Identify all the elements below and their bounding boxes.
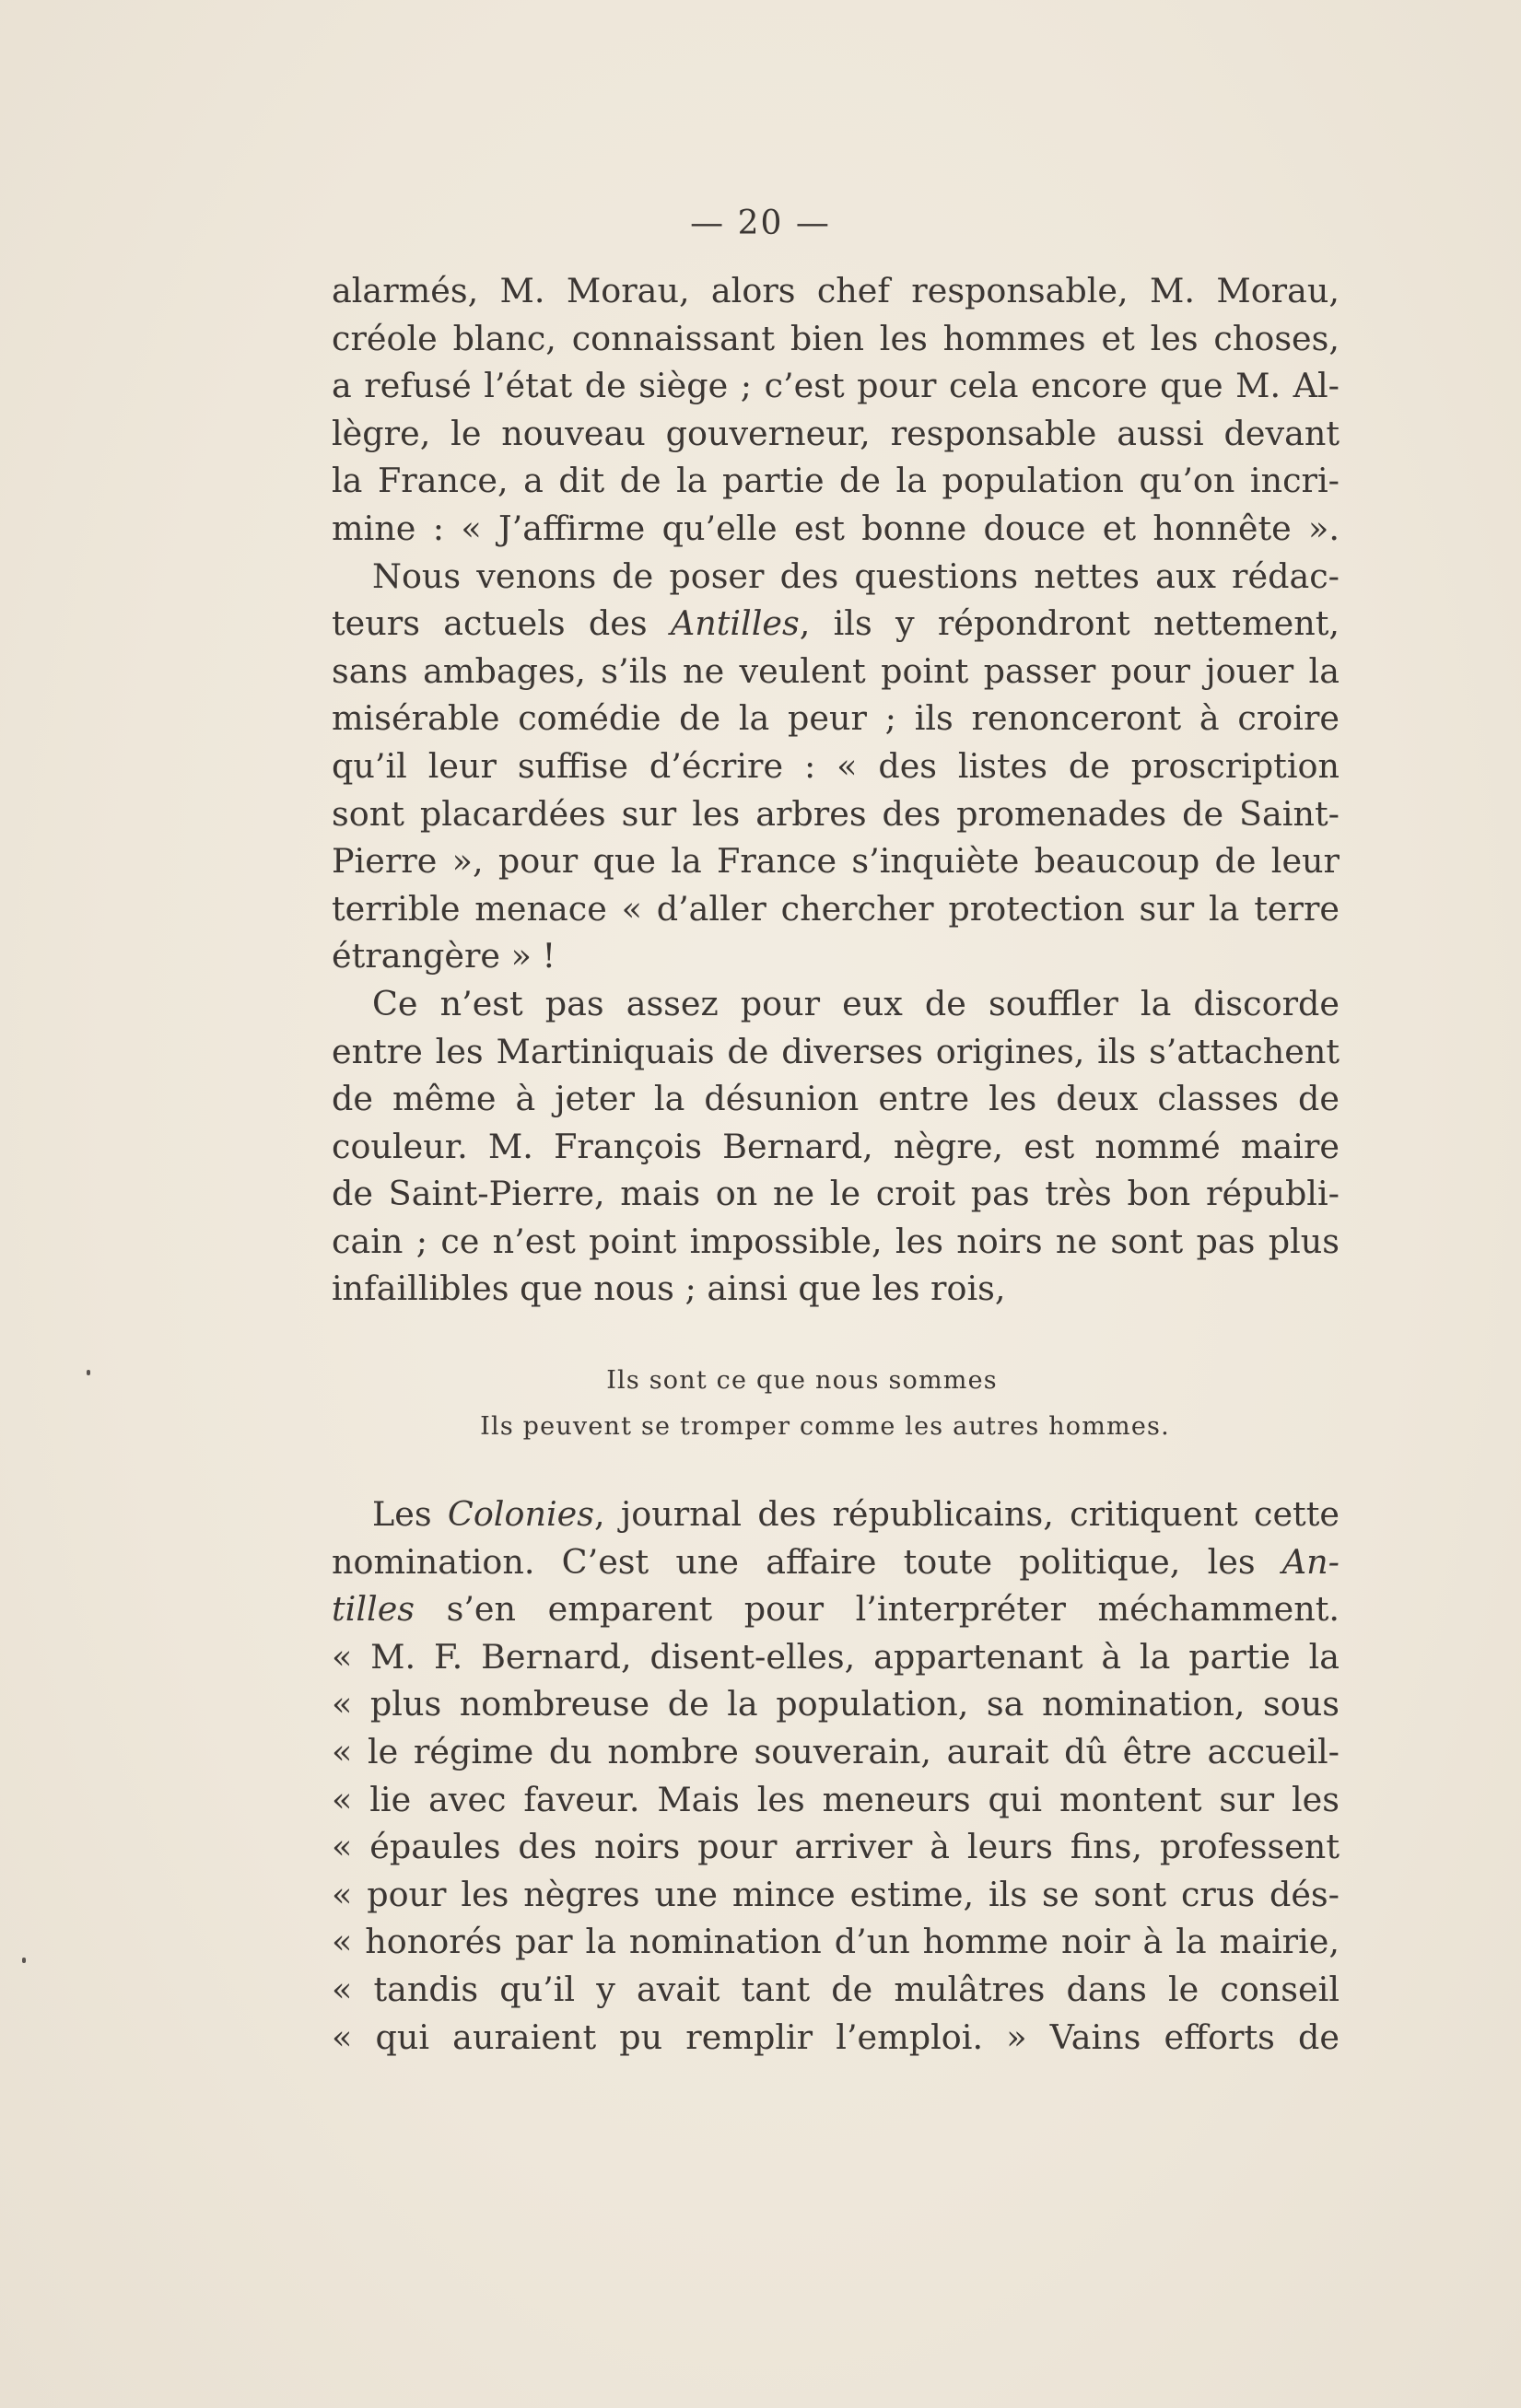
quoted-line: « épaules des noirs pour arriver à leurs fins, professent — [332, 1827, 1340, 1867]
body-text-bottom — [332, 1490, 1340, 2061]
italic-title-antilles: tilles — [332, 1589, 415, 1630]
text-line: mine : « J’affirme qu’elle est bonne douce et honnête ». — [332, 508, 1340, 548]
text-line: Pierre », pour que la France s’inquiète beaucoup de leur — [332, 841, 1340, 882]
text-fragment: s’en emparent pour l’interpréter méchamment. — [415, 1589, 1340, 1630]
italic-title-antilles: An- — [1281, 1541, 1340, 1582]
text-line-with-italic — [332, 1538, 1340, 1586]
verse-quotation — [0, 1358, 1521, 1450]
text-line: de même à jeter la désunion entre les deux classes de — [332, 1079, 1340, 1119]
paragraph-start-line: Nous venons de poser des questions nettes aux rédac- — [372, 555, 1340, 596]
text-line-with-italic — [332, 1490, 1340, 1538]
text-fragment: , ils y répondront nettement, — [799, 603, 1340, 644]
italic-title-antilles: Antilles — [670, 603, 800, 644]
text-line-with-italic — [332, 600, 1340, 648]
text-line: sont placardées sur les arbres des promenades de Saint- — [332, 793, 1340, 834]
quoted-line: « M. F. Bernard, disent-elles, appartenant à la partie la — [332, 1636, 1340, 1677]
verse-line: Ils sont ce que nous sommes — [606, 1366, 998, 1395]
paper-speck — [87, 1370, 90, 1375]
text-line: qu’il leur suffise d’écrire : « des listes de proscription — [332, 745, 1340, 786]
paragraph-start-line: Ce n’est pas assez pour eux de souffler la discorde — [372, 983, 1340, 1023]
text-line: terrible menace « d’aller chercher protection sur la terre — [332, 888, 1340, 929]
text-line: cain ; ce n’est point impossible, les noirs ne sont pas plus — [332, 1221, 1340, 1261]
text-line: créole blanc, connaissant bien les hommes et les choses, — [332, 318, 1340, 358]
text-line: de Saint-Pierre, mais on ne le croit pas très bon républi- — [332, 1174, 1340, 1214]
text-fragment: nomination. C’est une affaire toute politique, les — [332, 1541, 1282, 1582]
text-line: la France, a dit de la partie de la population qu’on incri- — [332, 461, 1340, 501]
verse-line: Ils peuvent se tromper comme les autres hommes. — [480, 1412, 1170, 1441]
paper-speck — [22, 1958, 26, 1963]
quoted-line: « tandis qu’il y avait tant de mulâtres dans le conseil — [332, 1969, 1340, 2009]
quoted-line: « honorés par la nomination d’un homme noir à la mairie, — [332, 1922, 1340, 1962]
quoted-line: « lie avec faveur. Mais les meneurs qui montent sur les — [332, 1779, 1340, 1819]
page-number: — 20 — — [690, 205, 831, 242]
text-line: sans ambages, s’ils ne veulent point passer pour jouer la — [332, 650, 1340, 691]
quoted-line: « qui auraient pu remplir l’emploi. » Vains efforts de — [332, 2016, 1340, 2057]
text-fragment: Les — [372, 1494, 448, 1534]
text-line: couleur. M. François Bernard, nègre, est nommé maire — [332, 1126, 1340, 1166]
text-fragment: , journal des républicains, critiquent cette — [593, 1494, 1340, 1534]
text-line: a refusé l’état de siège ; c’est pour cela encore que M. Al- — [332, 366, 1340, 406]
text-line: lègre, le nouveau gouverneur, responsable aussi devant — [332, 413, 1340, 453]
text-line: infaillibles que nous ; ainsi que les rois, — [332, 1268, 1006, 1309]
quoted-line: « le régime du nombre souverain, aurait dû être accueil- — [332, 1731, 1340, 1771]
text-line: étrangère » ! — [332, 936, 556, 976]
text-line-with-italic — [332, 1585, 1340, 1633]
text-line: alarmés, M. Morau, alors chef responsable, M. Morau, — [332, 271, 1340, 310]
text-line: entre les Martiniquais de diverses origines, ils s’attachent — [332, 1031, 1340, 1071]
italic-title-colonies: Colonies — [447, 1494, 594, 1534]
quoted-line: « plus nombreuse de la population, sa nomination, sous — [332, 1684, 1340, 1724]
quoted-line: « pour les nègres une mince estime, ils se sont crus dés- — [332, 1874, 1340, 1914]
body-text-top — [332, 267, 1340, 1313]
text-fragment: teurs actuels des — [332, 603, 671, 644]
text-line: misérable comédie de la peur ; ils renonceront à croire — [332, 698, 1340, 739]
